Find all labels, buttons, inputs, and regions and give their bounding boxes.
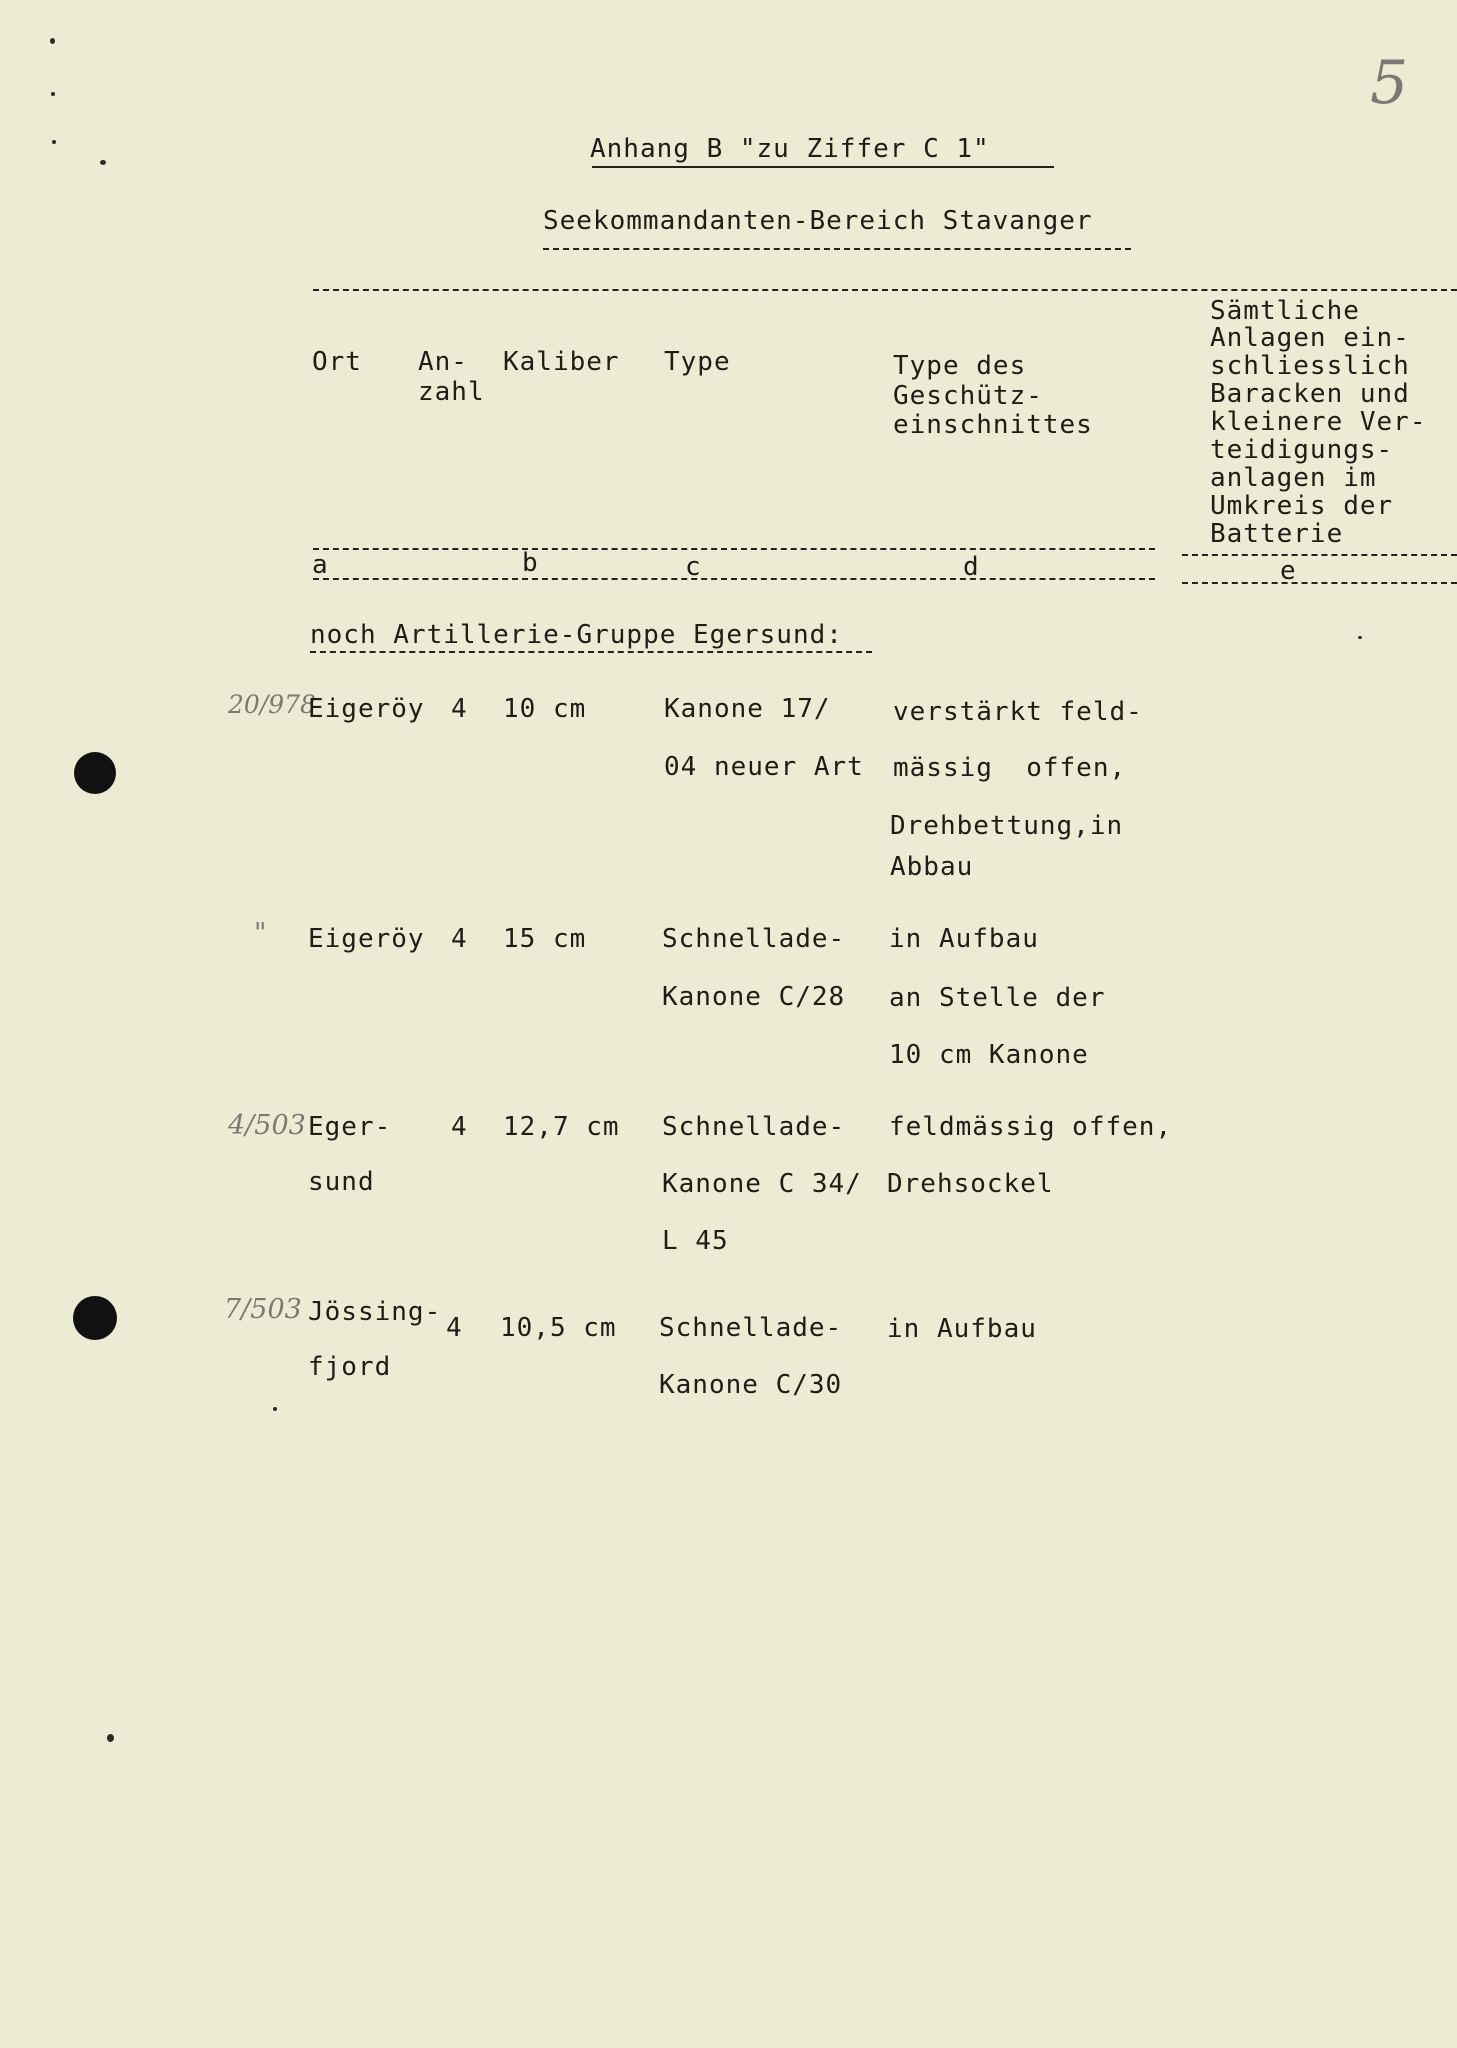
row-3-archive-note: 4/503 — [228, 1110, 306, 1141]
row-2-anzahl: 4 — [451, 924, 468, 954]
row-3-ort-2: sund — [308, 1167, 375, 1197]
col-header-anlagen-9: Batterie — [1210, 519, 1344, 549]
table-top-rule — [313, 289, 1457, 291]
col-header-anlagen-6: teidigungs- — [1210, 435, 1394, 465]
document-subtitle: Seekommandanten-Bereich Stavanger — [543, 206, 1093, 236]
row-3-einschnitt-1: feldmässig offen, — [889, 1112, 1173, 1142]
row-4-anzahl: 4 — [446, 1313, 463, 1343]
row-3-einschnitt-2: Drehsockel — [887, 1169, 1054, 1199]
speck — [50, 38, 55, 44]
row-1-kaliber: 10 cm — [503, 694, 587, 724]
row-4-type-2: Kanone C/30 — [659, 1370, 843, 1400]
speck — [100, 160, 106, 165]
group-heading-underline — [310, 651, 872, 653]
col-letter-e: e — [1280, 556, 1297, 586]
header-bottom-rule-right — [1182, 554, 1457, 556]
row-1-archive-note: 20/978 — [228, 690, 316, 719]
speck — [52, 140, 56, 144]
col-header-anlagen-3: schliesslich — [1210, 351, 1410, 381]
col-letter-c: c — [685, 552, 702, 582]
letters-bottom-rule-left — [313, 578, 1155, 580]
col-header-type: Type — [664, 347, 731, 377]
group-heading: noch Artillerie-Gruppe Egersund: — [310, 620, 843, 650]
speck — [51, 92, 55, 96]
row-2-einschnitt-1: in Aufbau — [889, 924, 1039, 954]
col-header-anlagen-7: anlagen im — [1210, 463, 1377, 493]
col-header-einschnitt-3: einschnittes — [893, 410, 1093, 440]
page-number: 5 — [1370, 48, 1409, 118]
header-bottom-rule-left — [313, 548, 1155, 550]
title-underline — [592, 166, 1054, 168]
col-header-einschnitt-2: Geschütz- — [893, 381, 1043, 411]
col-header-ort: Ort — [312, 347, 362, 377]
speck — [107, 1734, 114, 1742]
row-3-kaliber: 12,7 cm — [503, 1112, 620, 1142]
col-letter-a: a — [312, 550, 329, 580]
subtitle-underline — [543, 248, 1131, 250]
col-header-anlagen-8: Umkreis der — [1210, 491, 1394, 521]
row-1-einschnitt-2: mässig offen, — [893, 753, 1127, 783]
row-3-type-3: L 45 — [662, 1226, 729, 1256]
row-3-type-2: Kanone C 34/ — [662, 1169, 862, 1199]
row-3-anzahl: 4 — [451, 1112, 468, 1142]
col-header-anzahl-2: zahl — [418, 377, 485, 407]
col-header-anlagen-2: Anlagen ein- — [1210, 323, 1410, 353]
col-letter-d: d — [963, 552, 980, 582]
row-4-kaliber: 10,5 cm — [500, 1313, 617, 1343]
row-2-ort: Eigeröy — [308, 924, 425, 954]
col-header-einschnitt-1: Type des — [893, 351, 1027, 381]
row-4-archive-note: 7/503 — [224, 1294, 302, 1325]
letters-bottom-rule-right — [1182, 582, 1457, 584]
row-3-ort-1: Eger- — [308, 1112, 392, 1142]
row-2-kaliber: 15 cm — [503, 924, 587, 954]
row-2-einschnitt-2: an Stelle der — [889, 983, 1106, 1013]
punch-hole-upper — [74, 752, 116, 794]
row-1-einschnitt-3: Drehbettung,in — [890, 811, 1124, 841]
row-1-einschnitt-1: verstärkt feld- — [893, 697, 1143, 727]
row-1-einschnitt-4: Abbau — [890, 852, 974, 882]
row-4-ort-2: fjord — [308, 1352, 392, 1382]
col-header-anlagen-4: Baracken und — [1210, 379, 1410, 409]
row-3-type-1: Schnellade- — [662, 1112, 846, 1142]
speck — [1358, 636, 1362, 639]
punch-hole-lower — [73, 1296, 117, 1340]
row-2-type-2: Kanone C/28 — [662, 982, 846, 1012]
row-1-type-2: 04 neuer Art — [664, 752, 864, 782]
row-4-type-1: Schnellade- — [659, 1313, 843, 1343]
col-header-anzahl-1: An- — [418, 347, 468, 377]
col-letter-b: b — [522, 548, 539, 578]
col-header-anlagen-1: Sämtliche — [1210, 296, 1360, 326]
row-1-anzahl: 4 — [451, 694, 468, 724]
row-1-ort: Eigeröy — [308, 694, 425, 724]
row-2-type-1: Schnellade- — [662, 924, 846, 954]
row-1-type-1: Kanone 17/ — [664, 694, 831, 724]
row-2-einschnitt-3: 10 cm Kanone — [889, 1040, 1089, 1070]
col-header-anlagen-5: kleinere Ver- — [1210, 407, 1427, 437]
col-header-kaliber: Kaliber — [503, 347, 620, 377]
row-4-ort-1: Jössing- — [308, 1297, 442, 1327]
speck — [273, 1407, 277, 1411]
row-2-archive-note: " — [254, 918, 267, 949]
row-4-einschnitt-1: in Aufbau — [887, 1314, 1037, 1344]
document-title: Anhang B "zu Ziffer C 1" — [590, 134, 990, 164]
